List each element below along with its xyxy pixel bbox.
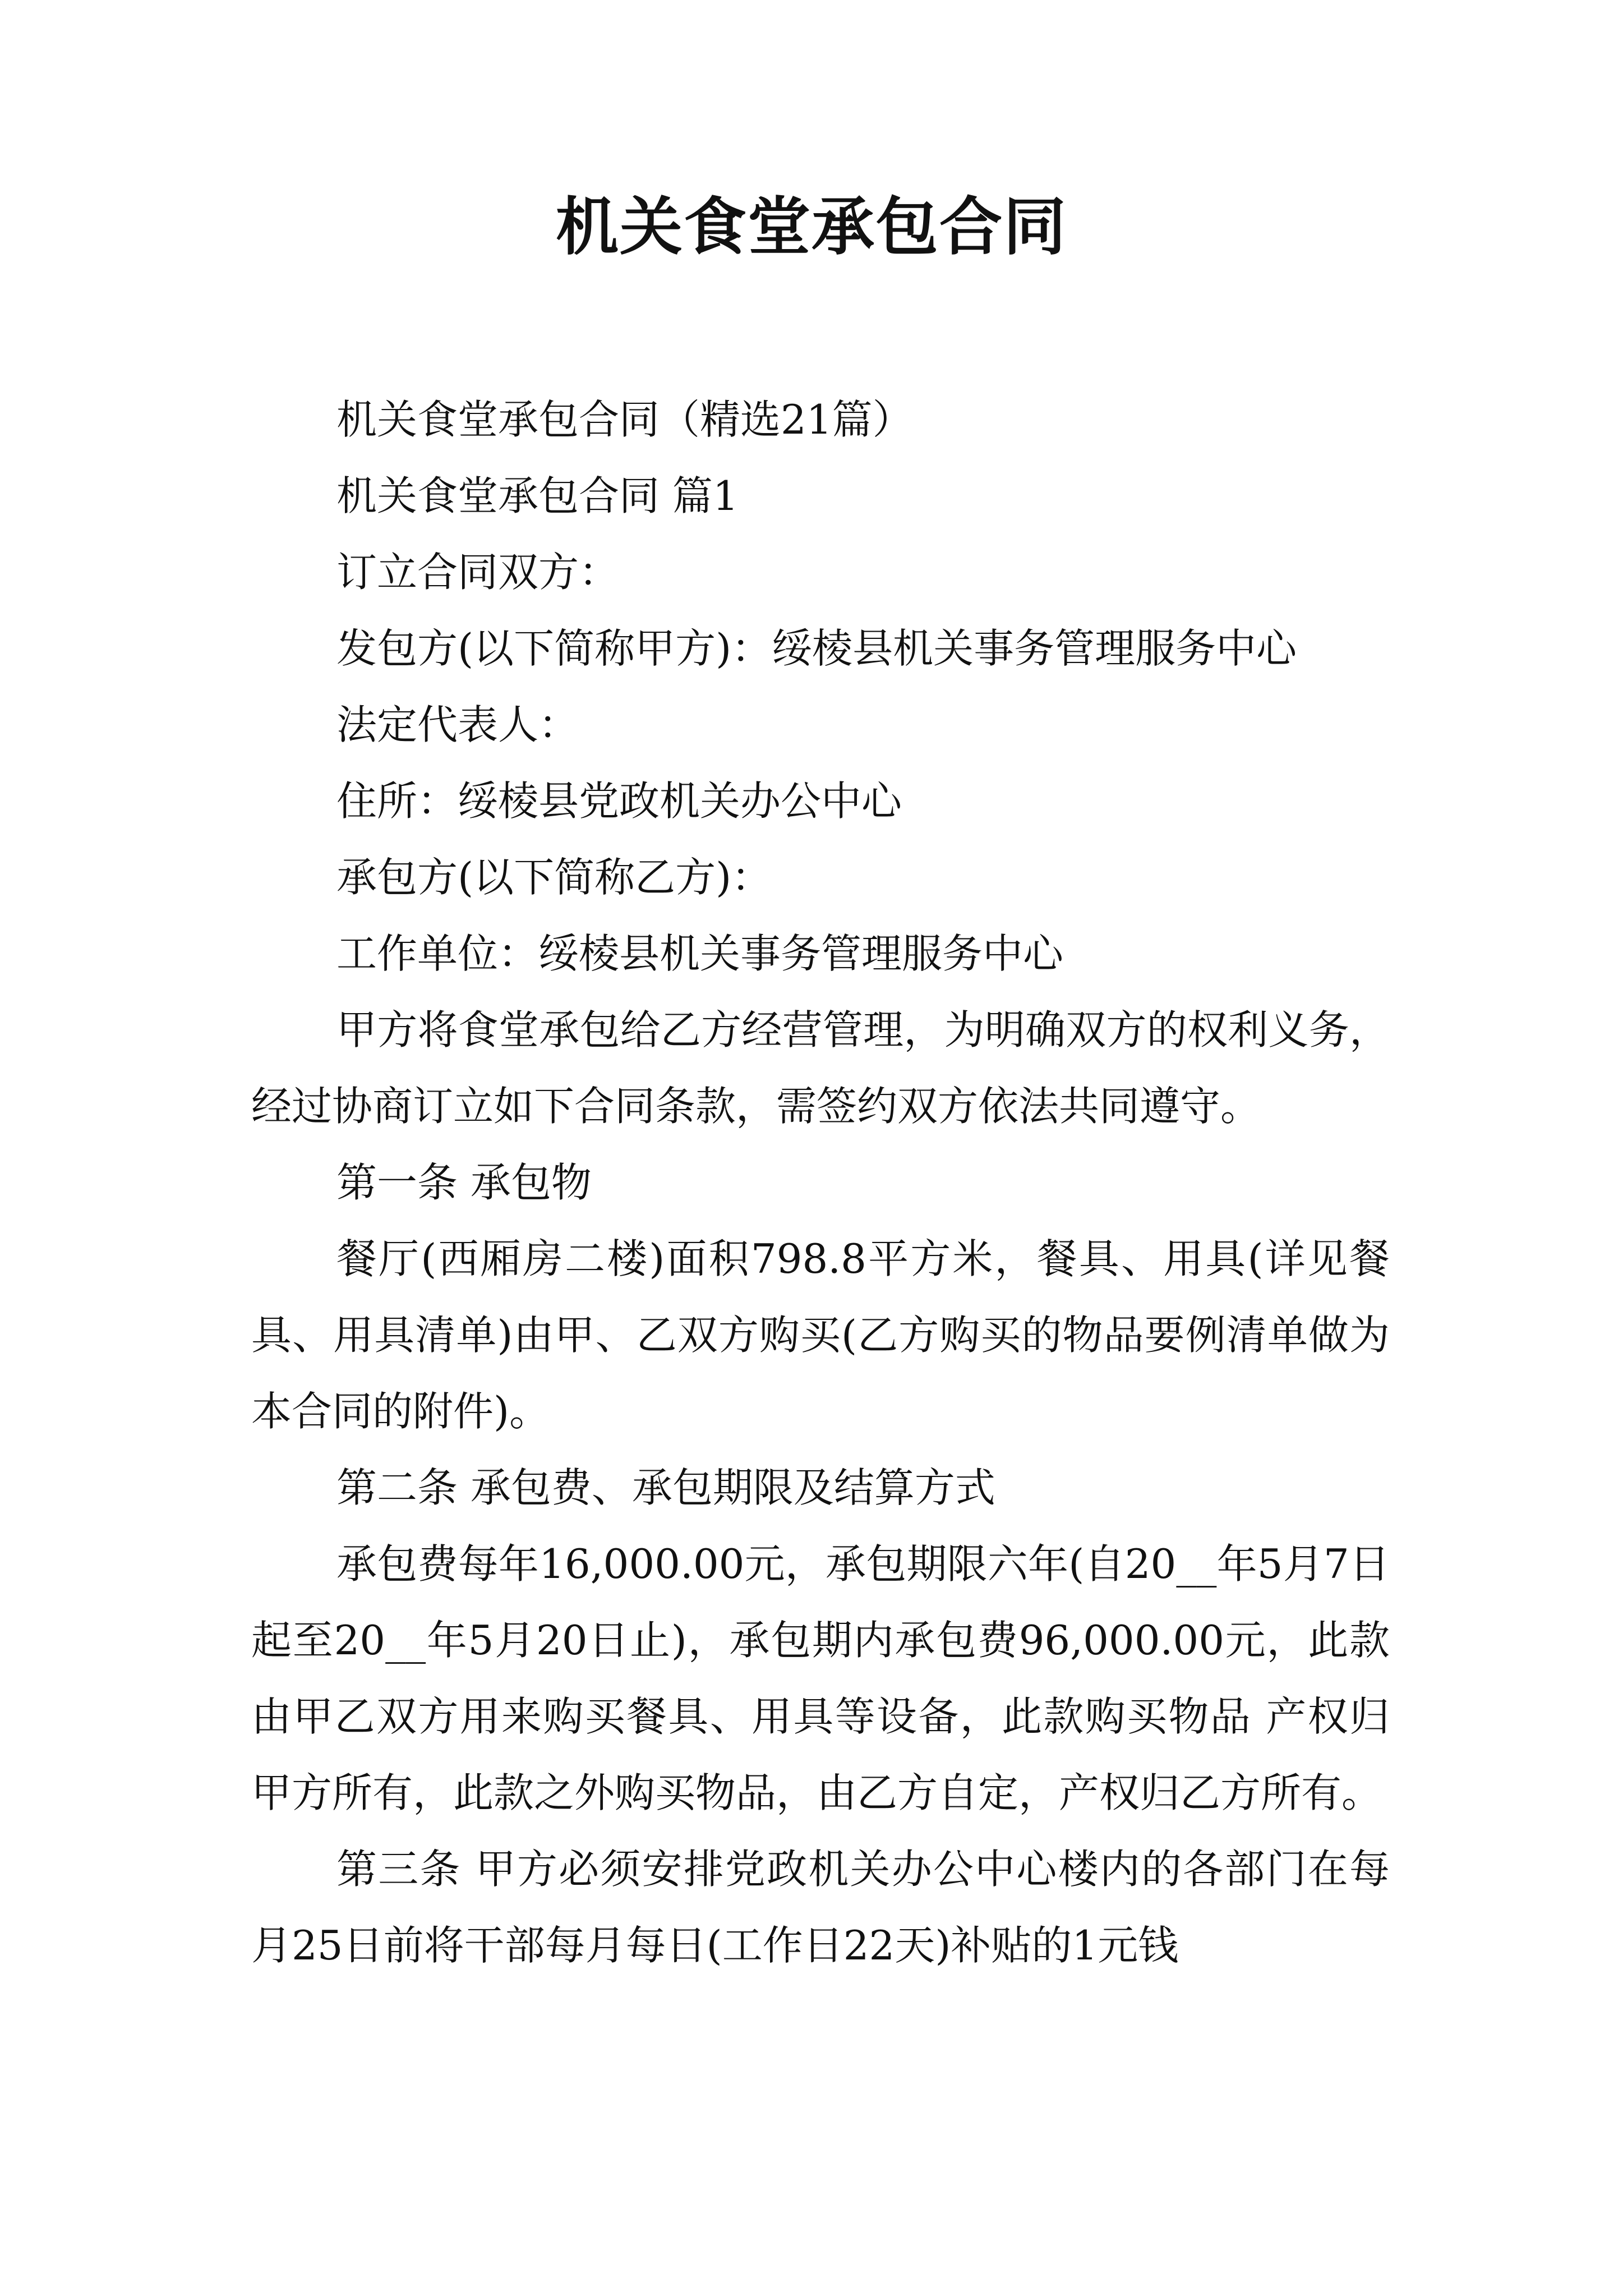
document-body: [251, 381, 1390, 1984]
document-title: 机关食堂承包合同: [556, 190, 1067, 264]
paragraph-subtitle: 机关食堂承包合同（精选21篇）: [336, 396, 913, 443]
paragraph-article-2-heading: 第二条 承包费、承包期限及结算方式: [336, 1464, 995, 1511]
paragraph-article-1-body: 餐厅(西厢房二楼)面积798.8平方米，餐具、用具(详见餐具、用具清单)由甲、乙双方购买(乙方购买的物品要例清单做为本合同的附件)。: [251, 1235, 1390, 1435]
paragraph-article-2-body: 承包费每年16,000.00元，承包期限六年(自20__年5月7日起至20__年5月20日止)，承包期内承包费96,000.00元，此款由甲乙双方用来购买餐具、用具等设备，此款购买物品 产权归甲方所有，此款之外购买物品，由乙方自定，产权归乙方所有。: [251, 1540, 1390, 1816]
paragraph-party-a: 发包方(以下简称甲方)：绥棱县机关事务管理服务中心: [336, 625, 1297, 672]
paragraph-party-b: 承包方(以下简称乙方)：: [336, 854, 772, 901]
paragraph-legal-representative: 法定代表人：: [336, 701, 579, 748]
paragraph-article-3-body: 第三条 甲方必须安排党政机关办公中心楼内的各部门在每月25日前将干部每月每日(工作日22天)补贴的1元钱: [251, 1846, 1390, 1969]
paragraph-address: 住所：绥棱县党政机关办公中心: [336, 777, 902, 825]
paragraph-work-unit: 工作单位：绥棱县机关事务管理服务中心: [336, 930, 1064, 977]
paragraph-parties-heading: 订立合同双方：: [336, 549, 620, 596]
paragraph-section-heading: 机关食堂承包合同 篇1: [336, 472, 739, 519]
paragraph-intro: 甲方将食堂承包给乙方经营管理，为明确双方的权利义务，经过协商订立如下合同条款，需签约双方依法共同遵守。: [251, 1006, 1390, 1130]
paragraph-article-1-heading: 第一条 承包物: [336, 1159, 592, 1206]
